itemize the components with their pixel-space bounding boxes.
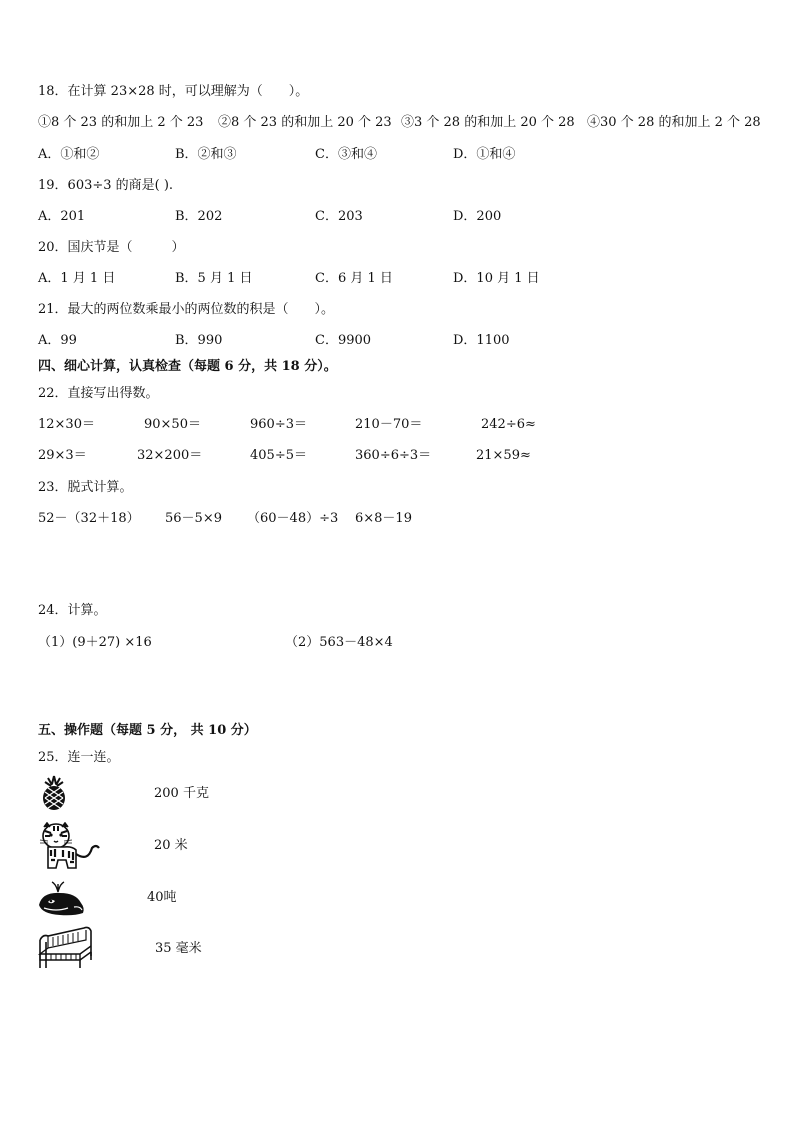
q23-stem: 23．脱式计算。 — [38, 480, 133, 495]
q25-label-weight-kg[interactable]: 200 千克 — [154, 786, 209, 801]
q25-stem: 25．连一连。 — [38, 750, 120, 765]
q21-choice-d[interactable]: D．1100 — [453, 333, 510, 348]
q21-stem: 21．最大的两位数乘最小的两位数的积是（ ）。 — [38, 302, 335, 317]
q18-option-1: ①8 个 23 的和加上 2 个 23 — [38, 115, 204, 130]
section-4-heading: 四、细心计算，认真检查（每题 6 分，共 18 分）。 — [38, 359, 337, 374]
q18-option-2: ②8 个 23 的和加上 20 个 23 — [218, 115, 392, 130]
q25-label-weight-t[interactable]: 40吨 — [147, 890, 177, 905]
bed-icon[interactable] — [36, 924, 94, 970]
q19-choice-b[interactable]: B．202 — [175, 209, 223, 224]
q18-choice-b[interactable]: B．②和③ — [175, 147, 237, 162]
q22-item: 21×59≈ — [476, 448, 531, 463]
q18-choice-d[interactable]: D．①和④ — [453, 147, 516, 162]
q23-item: 52－（32＋18） — [38, 511, 140, 526]
q18-option-3: ③3 个 28 的和加上 20 个 28 — [401, 115, 575, 130]
pineapple-icon[interactable] — [36, 775, 72, 811]
q22-item: 405÷5＝ — [250, 448, 307, 463]
q20-choice-d[interactable]: D．10 月 1 日 — [453, 271, 540, 286]
q20-choice-a[interactable]: A．1 月 1 日 — [38, 271, 116, 286]
q22-item: 210－70＝ — [355, 417, 423, 432]
q20-choice-c[interactable]: C．6 月 1 日 — [315, 271, 393, 286]
q22-stem: 22．直接写出得数。 — [38, 386, 159, 401]
q21-choice-b[interactable]: B．990 — [175, 333, 223, 348]
q20-stem: 20．国庆节是（ ） — [38, 240, 185, 255]
q24-item: （1）(9＋27) ×16 — [38, 635, 152, 650]
q18-choice-a[interactable]: A．①和② — [38, 147, 100, 162]
q22-item: 960÷3＝ — [250, 417, 307, 432]
q19-choice-a[interactable]: A．201 — [38, 209, 86, 224]
tiger-icon[interactable] — [36, 822, 102, 872]
q22-item: 32×200＝ — [137, 448, 203, 463]
section-5-heading: 五、操作题（每题 5 分， 共 10 分） — [38, 723, 257, 738]
q22-item: 242÷6≈ — [481, 417, 536, 432]
q18-choice-c[interactable]: C．③和④ — [315, 147, 377, 162]
q24-stem: 24．计算。 — [38, 603, 107, 618]
q22-item: 29×3＝ — [38, 448, 87, 463]
whale-icon[interactable] — [36, 878, 86, 918]
q23-item: （60－48）÷3 — [247, 511, 339, 526]
q21-choice-a[interactable]: A．99 — [38, 333, 77, 348]
q23-item: 6×8－19 — [355, 511, 412, 526]
q25-label-length-mm[interactable]: 35 毫米 — [155, 941, 202, 956]
q20-choice-b[interactable]: B．5 月 1 日 — [175, 271, 253, 286]
q21-choice-c[interactable]: C．9900 — [315, 333, 372, 348]
q19-choice-c[interactable]: C．203 — [315, 209, 363, 224]
q18-stem: 18．在计算 23×28 时，可以理解为（ ）。 — [38, 84, 309, 99]
q24-item: （2）563－48×4 — [285, 635, 393, 650]
q18-option-4: ④30 个 28 的和加上 2 个 28 — [587, 115, 761, 130]
q22-item: 90×50＝ — [144, 417, 201, 432]
q22-item: 360÷6÷3＝ — [355, 448, 432, 463]
q19-stem: 19．603÷3 的商是( ). — [38, 178, 174, 193]
q23-item: 56－5×9 — [165, 511, 222, 526]
q22-item: 12×30＝ — [38, 417, 95, 432]
q19-choice-d[interactable]: D．200 — [453, 209, 502, 224]
q25-label-length-m[interactable]: 20 米 — [154, 838, 188, 853]
